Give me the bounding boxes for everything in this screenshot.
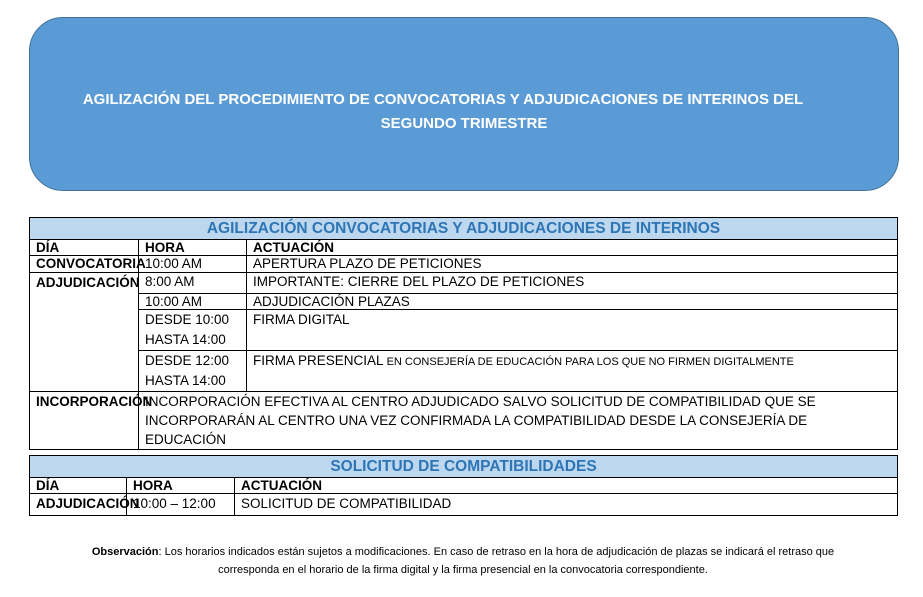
hora-desde: DESDE 12:00 — [145, 353, 230, 368]
table-row — [30, 351, 898, 392]
banner-title-line-1: AGILIZACIÓN DEL PROCEDIMIENTO DE CONVOCATORIAS Y ADJUDICACIONES DE INTERINOS DEL — [82, 91, 804, 108]
table-row — [30, 494, 898, 516]
column-header-dia: DÍA — [30, 240, 139, 256]
convocatorias-table — [29, 217, 898, 450]
table-row — [30, 273, 898, 294]
hora-cell: 10:00 – 12:00 — [127, 494, 235, 516]
banner-title — [29, 88, 899, 136]
actuacion-cell — [139, 392, 898, 450]
actuacion-cell: IMPORTANTE: CIERRE DEL PLAZO DE PETICIONES — [247, 273, 898, 294]
dia-cell: ADJUDICACIÓN — [30, 273, 139, 392]
dia-cell: ADJUDICACIÓN — [30, 494, 127, 516]
hora-desde: DESDE 10:00 — [145, 312, 230, 327]
actuacion-cell: ADJUDICACIÓN PLAZAS — [247, 294, 898, 310]
table-row — [30, 256, 898, 273]
actuacion-cell: SOLICITUD DE COMPATIBILIDAD — [235, 494, 898, 516]
table-title: SOLICITUD DE COMPATIBILIDADES — [30, 456, 898, 478]
hora-cell: 10:00 AM — [139, 294, 247, 310]
column-header-hora: HORA — [127, 478, 235, 494]
table-row — [30, 392, 898, 450]
table-row — [30, 310, 898, 351]
incorporacion-line-2: INCORPORARÁN AL CENTRO UNA VEZ CONFIRMADA LA COMPATIBILIDAD DESDE LA CONSEJERÍA DE EDUCACIÓN — [145, 413, 808, 447]
hora-cell: 8:00 AM — [139, 273, 247, 294]
dia-cell: INCORPORACIÓN — [30, 392, 139, 450]
table-row — [30, 294, 898, 310]
incorporacion-line-1: INCORPORACIÓN EFECTIVA AL CENTRO ADJUDICADO SALVO SOLICITUD DE COMPATIBILIDAD QUE SE — [145, 394, 816, 409]
hora-hasta: HASTA 14:00 — [145, 373, 226, 388]
observacion-text-1: : Los horarios indicados están sujetos a modificaciones. En caso de retraso en la hora de adjudicación de plazas se indicará el retraso que — [158, 546, 835, 558]
actuacion-rest: EN CONSEJERÍA DE EDUCACIÓN PARA LOS QUE NO FIRMEN DIGITALMENTE — [383, 356, 794, 368]
table-title: AGILIZACIÓN CONVOCATORIAS Y ADJUDICACIONES DE INTERINOS — [30, 218, 898, 240]
dia-cell: CONVOCATORIA — [30, 256, 139, 273]
actuacion-cell — [247, 351, 898, 392]
actuacion-cell: FIRMA DIGITAL — [247, 310, 898, 351]
hora-cell — [139, 351, 247, 392]
actuacion-cell: APERTURA PLAZO DE PETICIONES — [247, 256, 898, 273]
hora-cell: 10:00 AM — [139, 256, 247, 273]
hora-cell — [139, 310, 247, 351]
observacion-label: Observación — [91, 546, 159, 558]
observacion-note — [30, 543, 896, 579]
column-header-actuacion: ACTUACIÓN — [235, 478, 898, 494]
compatibilidades-table — [29, 455, 898, 516]
banner-title-line-2: SEGUNDO TRIMESTRE — [380, 115, 548, 132]
column-header-hora: HORA — [139, 240, 247, 256]
observacion-text-2: corresponda en el horario de la firma digital y la firma presencial en la convocatoria correspondiente. — [218, 564, 708, 576]
column-header-dia: DÍA — [30, 478, 127, 494]
hora-hasta: HASTA 14:00 — [145, 332, 226, 347]
actuacion-main: FIRMA PRESENCIAL — [253, 353, 384, 368]
column-header-actuacion: ACTUACIÓN — [247, 240, 898, 256]
